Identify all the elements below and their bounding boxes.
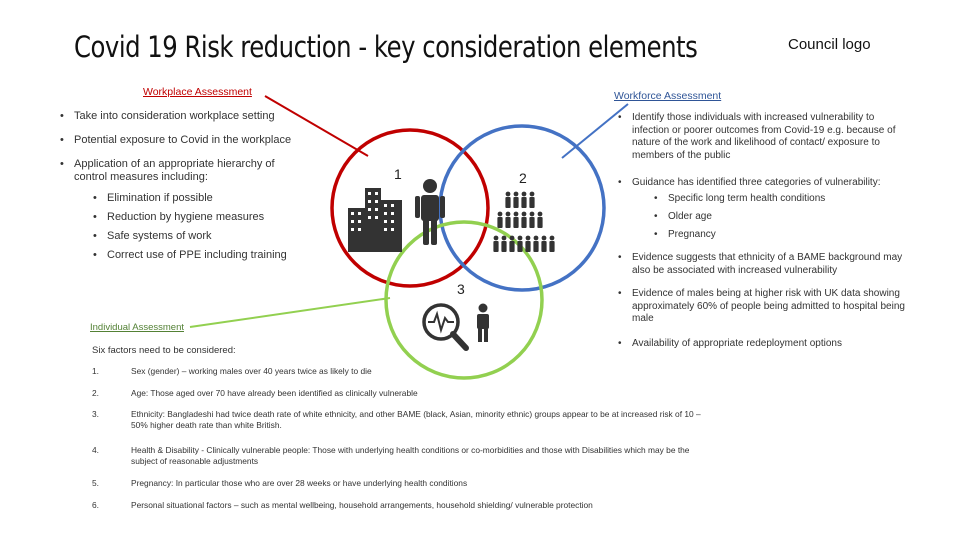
individual-person-icon [477, 304, 489, 343]
crowd-person-icon [522, 192, 527, 197]
crowd-person-icon [518, 236, 523, 241]
workforce-bullet-3: • Evidence suggests that ethnicity of a BAME background may also be associated with increased vulnerability [632, 252, 908, 277]
crowd-person-icon [514, 212, 519, 217]
circle-number-3: 3 [457, 281, 465, 297]
crowd-person-icon [506, 212, 511, 217]
factor-text: Ethnicity: Bangladeshi had twice death rate of white ethnicity, and other BAME (black, Asian, minority ethnic) groups appear to be at increased risk of 10 – 50% higher death rate than white British. [131, 409, 701, 430]
crowd-person-body [521, 197, 526, 208]
crowd-person-body [497, 217, 502, 228]
council-logo-placeholder: Council logo [788, 36, 871, 53]
crowd-person-icon [506, 192, 511, 197]
workplace-assessment-label: Workplace Assessment [143, 86, 252, 98]
factor-text: Personal situational factors – such as mental wellbeing, household arrangements, household shielding/ vulnerable protection [131, 500, 593, 510]
workforce-assessment-label: Workforce Assessment [614, 90, 722, 102]
workplace-connector [265, 96, 368, 156]
factor-number: 3. [92, 409, 99, 419]
factor-number: 6. [92, 500, 99, 510]
workforce-bullet-2: • Guidance has identified three categories of vulnerability: [632, 176, 914, 189]
crowd-person-body [549, 241, 554, 252]
circle-number-1: 1 [394, 166, 402, 182]
individual-assessment-label: Individual Assessment [90, 322, 184, 333]
crowd-person-body [513, 197, 518, 208]
crowd-person-icon [498, 212, 503, 217]
workforce-bullet-1: • Identify those individuals with increased vulnerability to infection or poorer outcomes from Covid-19 e.g. because of nature of the work and likelihood of contact/ exposure to members of the public [632, 112, 914, 162]
circle-number-2: 2 [519, 170, 527, 186]
workplace-sub-bullet-4: • Correct use of PPE including training [107, 249, 287, 262]
crowd-person-body [501, 241, 506, 252]
individual-intro: Six factors need to be considered: [92, 345, 236, 356]
health-check-icon [424, 305, 466, 348]
page-title: Covid 19 Risk reduction - key consideration elements [74, 30, 698, 64]
workforce-sub-bullet-1: • Specific long term health conditions [668, 192, 825, 205]
crowd-person-body [505, 217, 510, 228]
crowd-person-body [533, 241, 538, 252]
factor-text: Health & Disability - Clinically vulnerable people: Those with underlying health conditions or co-morbidities and those with Disabilities which may be the subject of reasonable adjustments [131, 445, 690, 466]
factor-number: 1. [92, 366, 99, 376]
factor-text: Age: Those aged over 70 have already been identified as clinically vulnerable [131, 388, 418, 398]
factor-number: 5. [92, 478, 99, 488]
workforce-circle [440, 126, 604, 290]
workforce-bullet-5: • Availability of appropriate redeployment options [632, 337, 914, 350]
crowd-person-icon [502, 236, 507, 241]
workforce-sub-bullet-3: • Pregnancy [668, 228, 716, 241]
crowd-person-body [541, 241, 546, 252]
crowd-person-body [493, 241, 498, 252]
buildings-icon [348, 188, 402, 252]
crowd-person-icon [542, 236, 547, 241]
crowd-person-body [517, 241, 522, 252]
crowd-person-body [505, 197, 510, 208]
workplace-sub-bullet-3: • Safe systems of work [107, 230, 212, 243]
crowd-person-body [525, 241, 530, 252]
crowd-person-icon [510, 236, 515, 241]
crowd-person-body [537, 217, 542, 228]
crowd-person-icon [538, 212, 543, 217]
workplace-bullet-1: • Take into consideration workplace setting [74, 110, 324, 123]
workplace-sub-bullet-1: • Elimination if possible [107, 192, 213, 205]
workplace-bullet-3: • Application of an appropriate hierarchy of control measures including: [74, 158, 306, 184]
crowd-person-body [529, 197, 534, 208]
workforce-people-icon [493, 192, 554, 252]
workforce-sub-bullet-2: • Older age [668, 210, 712, 223]
factor-number: 4. [92, 445, 99, 455]
crowd-person-icon [522, 212, 527, 217]
crowd-person-icon [514, 192, 519, 197]
crowd-person-body [509, 241, 514, 252]
crowd-person-icon [550, 236, 555, 241]
crowd-person-icon [534, 236, 539, 241]
workplace-bullet-2: • Potential exposure to Covid in the workplace [74, 134, 324, 147]
crowd-person-icon [530, 192, 535, 197]
crowd-person-body [513, 217, 518, 228]
individual-connector [190, 298, 390, 327]
crowd-person-icon [530, 212, 535, 217]
workplace-sub-bullet-2: • Reduction by hygiene measures [107, 211, 264, 224]
workforce-bullet-4: • Evidence of males being at higher risk with UK data showing approximately 60% of people being admitted to hospital being male [632, 288, 914, 326]
factor-number: 2. [92, 388, 99, 398]
factor-text: Pregnancy: In particular those who are over 28 weeks or have underlying health conditions [131, 478, 468, 488]
crowd-person-icon [526, 236, 531, 241]
factor-text: Sex (gender) – working males over 40 years twice as likely to die [131, 366, 372, 376]
crowd-person-icon [494, 236, 499, 241]
crowd-person-body [529, 217, 534, 228]
crowd-person-body [521, 217, 526, 228]
